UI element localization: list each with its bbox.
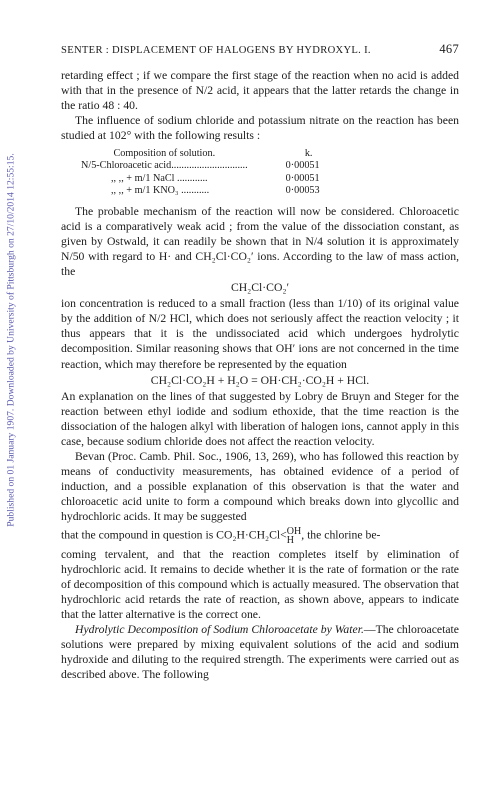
formula-fraction — [287, 527, 301, 545]
page-number: 467 — [439, 42, 459, 56]
results-table — [81, 148, 320, 198]
sidebar-text: Published on 01 January 1907. Downloaded by University of Pittsburgh on 27/10/2014 12:55:15. — [5, 153, 17, 527]
row-k: 0·00051 — [285, 160, 320, 172]
table-row — [81, 160, 320, 173]
publication-sidebar — [0, 60, 22, 620]
col-composition: Composition of solution. — [113, 147, 216, 159]
table-header-row — [81, 148, 320, 161]
paragraph-6-text: —The chloroacetate solutions were prepared by mixing equivalent solutions of the acid and sodium hydroxide and diluting to the required strength. The experiments were carried out as described above. The following — [61, 623, 459, 682]
paragraph-5-continued: coming tervalent, and that the reaction completes itself by elimination of hydrochloric acid. It remains to decide whether it is the rate of formation or the rate of decomposition of this compound which is actually measured. The observation that hydrochloric acid retards the rate of reaction, as shown above, appears to indicate that the latter alternative is the correct one. — [61, 547, 459, 621]
row-k: 0·00053 — [285, 185, 320, 197]
paragraph-2: The influence of sodium chloride and potassium nitrate on the reaction has been studied at 102° with the following results : — [61, 114, 459, 143]
paragraph-1: retarding effect ; if we compare the first stage of the reaction when no acid is added with that in the presence of N/2 acid, it appears that the latter retards the change in the ratio 48 : 40. — [61, 69, 459, 113]
formula-tail: , the chlorine be- — [301, 528, 381, 542]
row-k: 0·00051 — [285, 172, 320, 184]
section-heading: Hydrolytic Decomposition of Sodium Chloroacetate by Water. — [75, 623, 364, 636]
ion-formula: CH₂Cl·CO₂′ — [230, 281, 290, 295]
formula-bottom: H — [286, 534, 294, 546]
paragraph-6 — [61, 622, 459, 682]
running-header — [61, 42, 459, 58]
paragraph-5-formula-line — [61, 527, 459, 545]
paragraph-3-continued: ion concentration is reduced to a small fraction (less than 1/10) of its original value by the addition of N/2 HCl, which does not seriously affect the reaction velocity ; it thus appears that it is the undissociated acid which undergoes hydrolytic decomposition. Similar reasoning shows that OH′ ions are not concerned in the time reaction, which may therefore be represented by the equation — [61, 297, 459, 371]
paragraph-3: The probable mechanism of the reaction will now be considered. Chloroacetic acid is a comparatively weak acid ; from the value of the dissociation constant, as given by Ostwald, it can readily be shown that in N/4 solution it is approximately N/50 with regard to H· and CH₂Cl·CO₂′ ions. According to the law of mass action, the — [61, 204, 459, 278]
row-label: ,, ,, + m/1 KNO₃ ........... — [111, 185, 210, 197]
page-body — [61, 42, 459, 682]
table-row — [81, 185, 320, 198]
formula-top: OH — [286, 525, 302, 537]
reaction-equation: CH₂Cl·CO₂H + H₂O = OH·CH₂·CO₂H + HCl. — [150, 373, 370, 387]
table-row — [81, 173, 320, 186]
row-label: N/5-Chloroacetic acid.............................. — [81, 160, 248, 172]
header-title: SENTER : DISPLACEMENT OF HALOGENS BY HYDROXYL. I. — [61, 45, 371, 56]
col-k: k. — [304, 147, 313, 159]
paragraph-4: An explanation on the lines of that suggested by Lobry de Bruyn and Steger for the reaction between ethyl iodide and sodium ethoxide, that the time reaction is the dissociation of the halogen alkyl with liberation of halogen ions, cannot apply in this case, because sodium chloride does not affect the reaction velocity. — [61, 389, 459, 448]
paragraph-5: Bevan (Proc. Camb. Phil. Soc., 1906, 13, 269), who has followed this reaction by means of conductivity measurements, has obtained evidence of a period of induction, and a possible explanation of this observation is that the water and chloroacetic acid unite to form a compound which breaks down into glycollic and hydrochloric acids. It may be suggested — [61, 450, 459, 524]
formula-lead: that the compound in question is CO₂H·CH₂Cl< — [61, 528, 287, 542]
row-label: ,, ,, + m/1 NaCl ............ — [111, 172, 208, 184]
